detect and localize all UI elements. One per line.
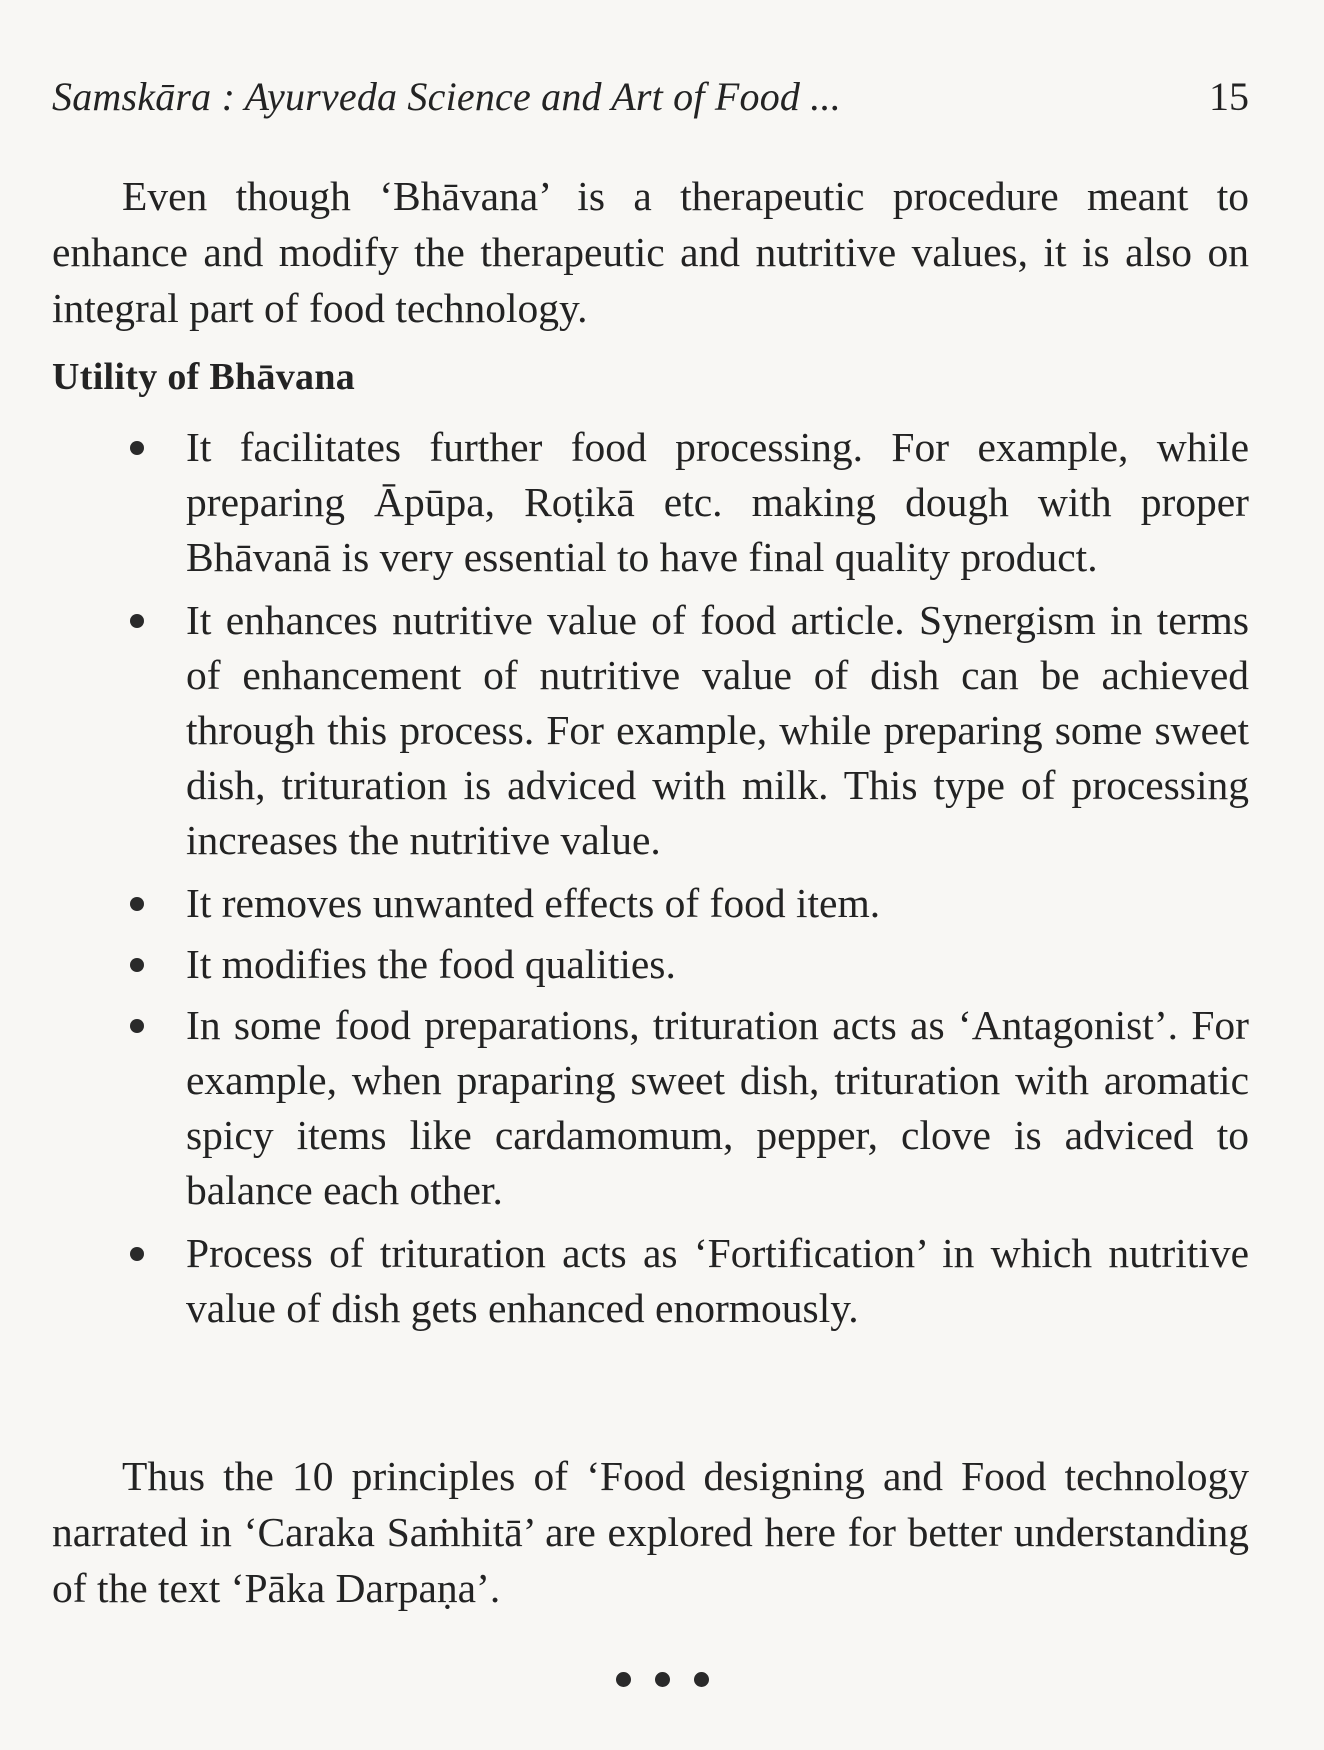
list-item	[186, 937, 1249, 992]
list-item	[186, 420, 1249, 585]
page-number: 15	[1209, 74, 1249, 119]
bullet-icon	[130, 897, 144, 911]
list-item-text: In some food preparations, trituration acts as ‘Antagonist’. For example, when praparing sweet dish, trituration with aromatic spicy items like cardamomum, pepper, clove is adviced to balance each other.	[186, 1002, 1249, 1213]
running-title: Samskāra : Ayurveda Science and Art of Food ...	[52, 74, 841, 119]
bullet-icon	[130, 1247, 144, 1261]
list-item	[186, 1226, 1249, 1336]
list-item	[186, 876, 1249, 931]
list-item	[186, 998, 1249, 1218]
list-item	[186, 593, 1249, 868]
intro-paragraph: Even though ‘Bhāvana’ is a therapeutic procedure meant to enhance and modify the therapeutic and nutritive values, it is also on integral part of food technology.	[52, 173, 1249, 331]
list-item-text: It enhances nutritive value of food article. Synergism in terms of enhancement of nutritive value of dish can be achieved through this process. For example, while preparing some sweet dish, trituration is adviced with milk. This type of processing increases the nutritive value.	[186, 597, 1249, 863]
utility-bullet-list	[0, 420, 1324, 1344]
bullet-icon	[130, 1019, 144, 1033]
list-item-text: Process of trituration acts as ‘Fortification’ in which nutritive value of dish gets enhanced enormously.	[186, 1230, 1249, 1331]
running-header	[52, 72, 1249, 122]
bullet-icon	[130, 958, 144, 972]
end-dot-icon	[616, 1672, 631, 1687]
conclusion-paragraph: Thus the 10 principles of ‘Food designing and Food technology narrated in ‘Caraka Saṁhitā’ are explored here for better understanding of the text ‘Pāka Darpaṇa’.	[52, 1453, 1249, 1611]
section-end-mark	[0, 1672, 1324, 1692]
end-dot-icon	[655, 1672, 670, 1687]
list-item-text: It removes unwanted effects of food item.	[186, 880, 881, 926]
section-heading: Utility of Bhāvana	[52, 356, 356, 398]
end-dot-icon	[694, 1672, 709, 1687]
list-item-text: It modifies the food qualities.	[186, 941, 676, 987]
list-item-text: It facilitates further food processing. For example, while preparing Āpūpa, Roṭikā etc. making dough with proper Bhāvanā is very essential to have final quality product.	[186, 424, 1249, 580]
bullet-icon	[130, 614, 144, 628]
bullet-icon	[130, 441, 144, 455]
